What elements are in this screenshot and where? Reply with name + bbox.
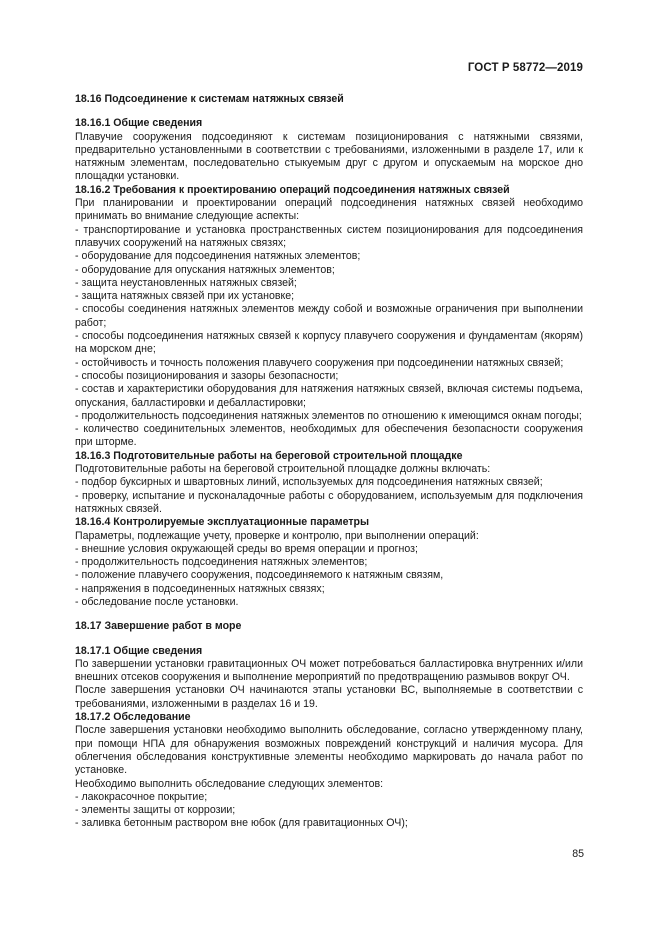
list-item: - способы соединения натяжных элементов между собой и возможные ограничения при выполнении работ;: [75, 303, 583, 329]
list-item: - подбор буксирных и швартовных линий, используемых для подсоединения натяжных связей;: [75, 476, 543, 489]
section-title: 18.17 Завершение работ в море: [75, 620, 242, 633]
list-item: - продолжительность подсоединения натяжных элементов по отношению к имеющимся окнам погоды;: [75, 409, 582, 422]
list-item: - проверку, испытание и пусконаладочные работы с оборудованием, используемым для подключения натяжных связей.: [75, 489, 583, 515]
list-item: - внешние условия окружающей среды во время операции и прогноз;: [75, 542, 418, 555]
paragraph: Плавучие сооружения подсоединяют к системам позиционирования с натяжными связями, предварительно установленными в соответствии с требованиями, изложенными в разделе 17, или к натяжным элементам, последовательно стыкуемым друг с другом и опускаемым на морское дно площадки установки.: [75, 130, 583, 183]
list-item: - остойчивость и точность положения плавучего сооружения при подсоединении натяжных связей;: [75, 356, 564, 369]
list-item: - состав и характеристики оборудования для натяжения натяжных связей, включая системы подъема, опускания, балластировки и дебалластировки;: [75, 383, 583, 409]
list-item: - напряжения в подсоединенных натяжных связях;: [75, 582, 325, 595]
subsection-title: 18.16.4 Контролируемые эксплуатационные параметры: [75, 516, 370, 529]
section-title: 18.16 Подсоединение к системам натяжных связей: [75, 93, 344, 105]
paragraph: При планировании и проектировании операций подсоединения натяжных связей необходимо принимать во внимание следующие аспекты:: [75, 197, 583, 223]
page-header: ГОСТ Р 58772—2019: [467, 62, 583, 74]
list-item: - транспортирование и установка пространственных систем позиционирования для подсоединения плавучих сооружений на натяжных связях;: [75, 223, 583, 249]
list-item: - количество соединительных элементов, необходимых для обеспечения безопасности сооружения при шторме.: [75, 423, 583, 449]
paragraph: Необходимо выполнить обследование следующих элементов:: [75, 777, 384, 790]
paragraph: Параметры, подлежащие учету, проверке и контролю, при выполнении операций:: [75, 529, 479, 542]
list-item: - способы подсоединения натяжных связей к корпусу плавучего сооружения и фундаментам (якорям) на морском дне;: [75, 330, 583, 356]
paragraph: После завершения установки ОЧ начинаются этапы установки ВС, выполняемые в соответствии с требованиями, изложенными в разделах 16 и 19.: [75, 684, 583, 710]
subsection-title: 18.17.2 Обследование: [75, 711, 191, 724]
subsection-title: 18.17.1 Общие сведения: [75, 644, 203, 657]
list-item: - обследование после установки.: [75, 595, 239, 608]
subsection-title: 18.16.3 Подготовительные работы на береговой строительной площадке: [75, 449, 463, 462]
list-item: - элементы защиты от коррозии;: [75, 804, 236, 817]
list-item: - оборудование для опускания натяжных элементов;: [75, 263, 335, 276]
subsection-title: 18.16.1 Общие сведения: [75, 117, 203, 130]
list-item: - защита неустановленных натяжных связей;: [75, 276, 297, 289]
list-item: - лакокрасочное покрытие;: [75, 790, 208, 803]
list-item: - оборудование для подсоединения натяжных элементов;: [75, 250, 361, 263]
subsection-title: 18.16.2 Требования к проектированию операций подсоединения натяжных связей: [75, 183, 510, 196]
list-item: - заливка бетонным раствором вне юбок (для гравитационных ОЧ);: [75, 817, 408, 830]
list-item: - защита натяжных связей при их установке;: [75, 290, 295, 303]
page-number: 85: [572, 848, 584, 860]
paragraph: После завершения установки необходимо выполнить обследование, согласно утвержденному плану, при помощи НПА для обнаружения возможных повреждений конструкций и наличия мусора. Для облегчения обследования конструктивные элементы необходимо маркировать до начала работ по установке.: [75, 724, 583, 777]
list-item: - положение плавучего сооружения, подсоединяемого к натяжным связям,: [75, 569, 444, 582]
paragraph: По завершении установки гравитационных ОЧ может потребоваться балластировка внутренних и/или внешних отсеков сооружения и выполнение мероприятий по предотвращению размывов вокруг ОЧ.: [75, 657, 583, 684]
list-item: - продолжительность подсоединения натяжных элементов;: [75, 556, 368, 569]
paragraph: Подготовительные работы на береговой строительной площадке должны включать:: [75, 463, 491, 476]
document-body: [75, 93, 583, 831]
list-item: - способы позиционирования и зазоры безопасности;: [75, 369, 339, 382]
